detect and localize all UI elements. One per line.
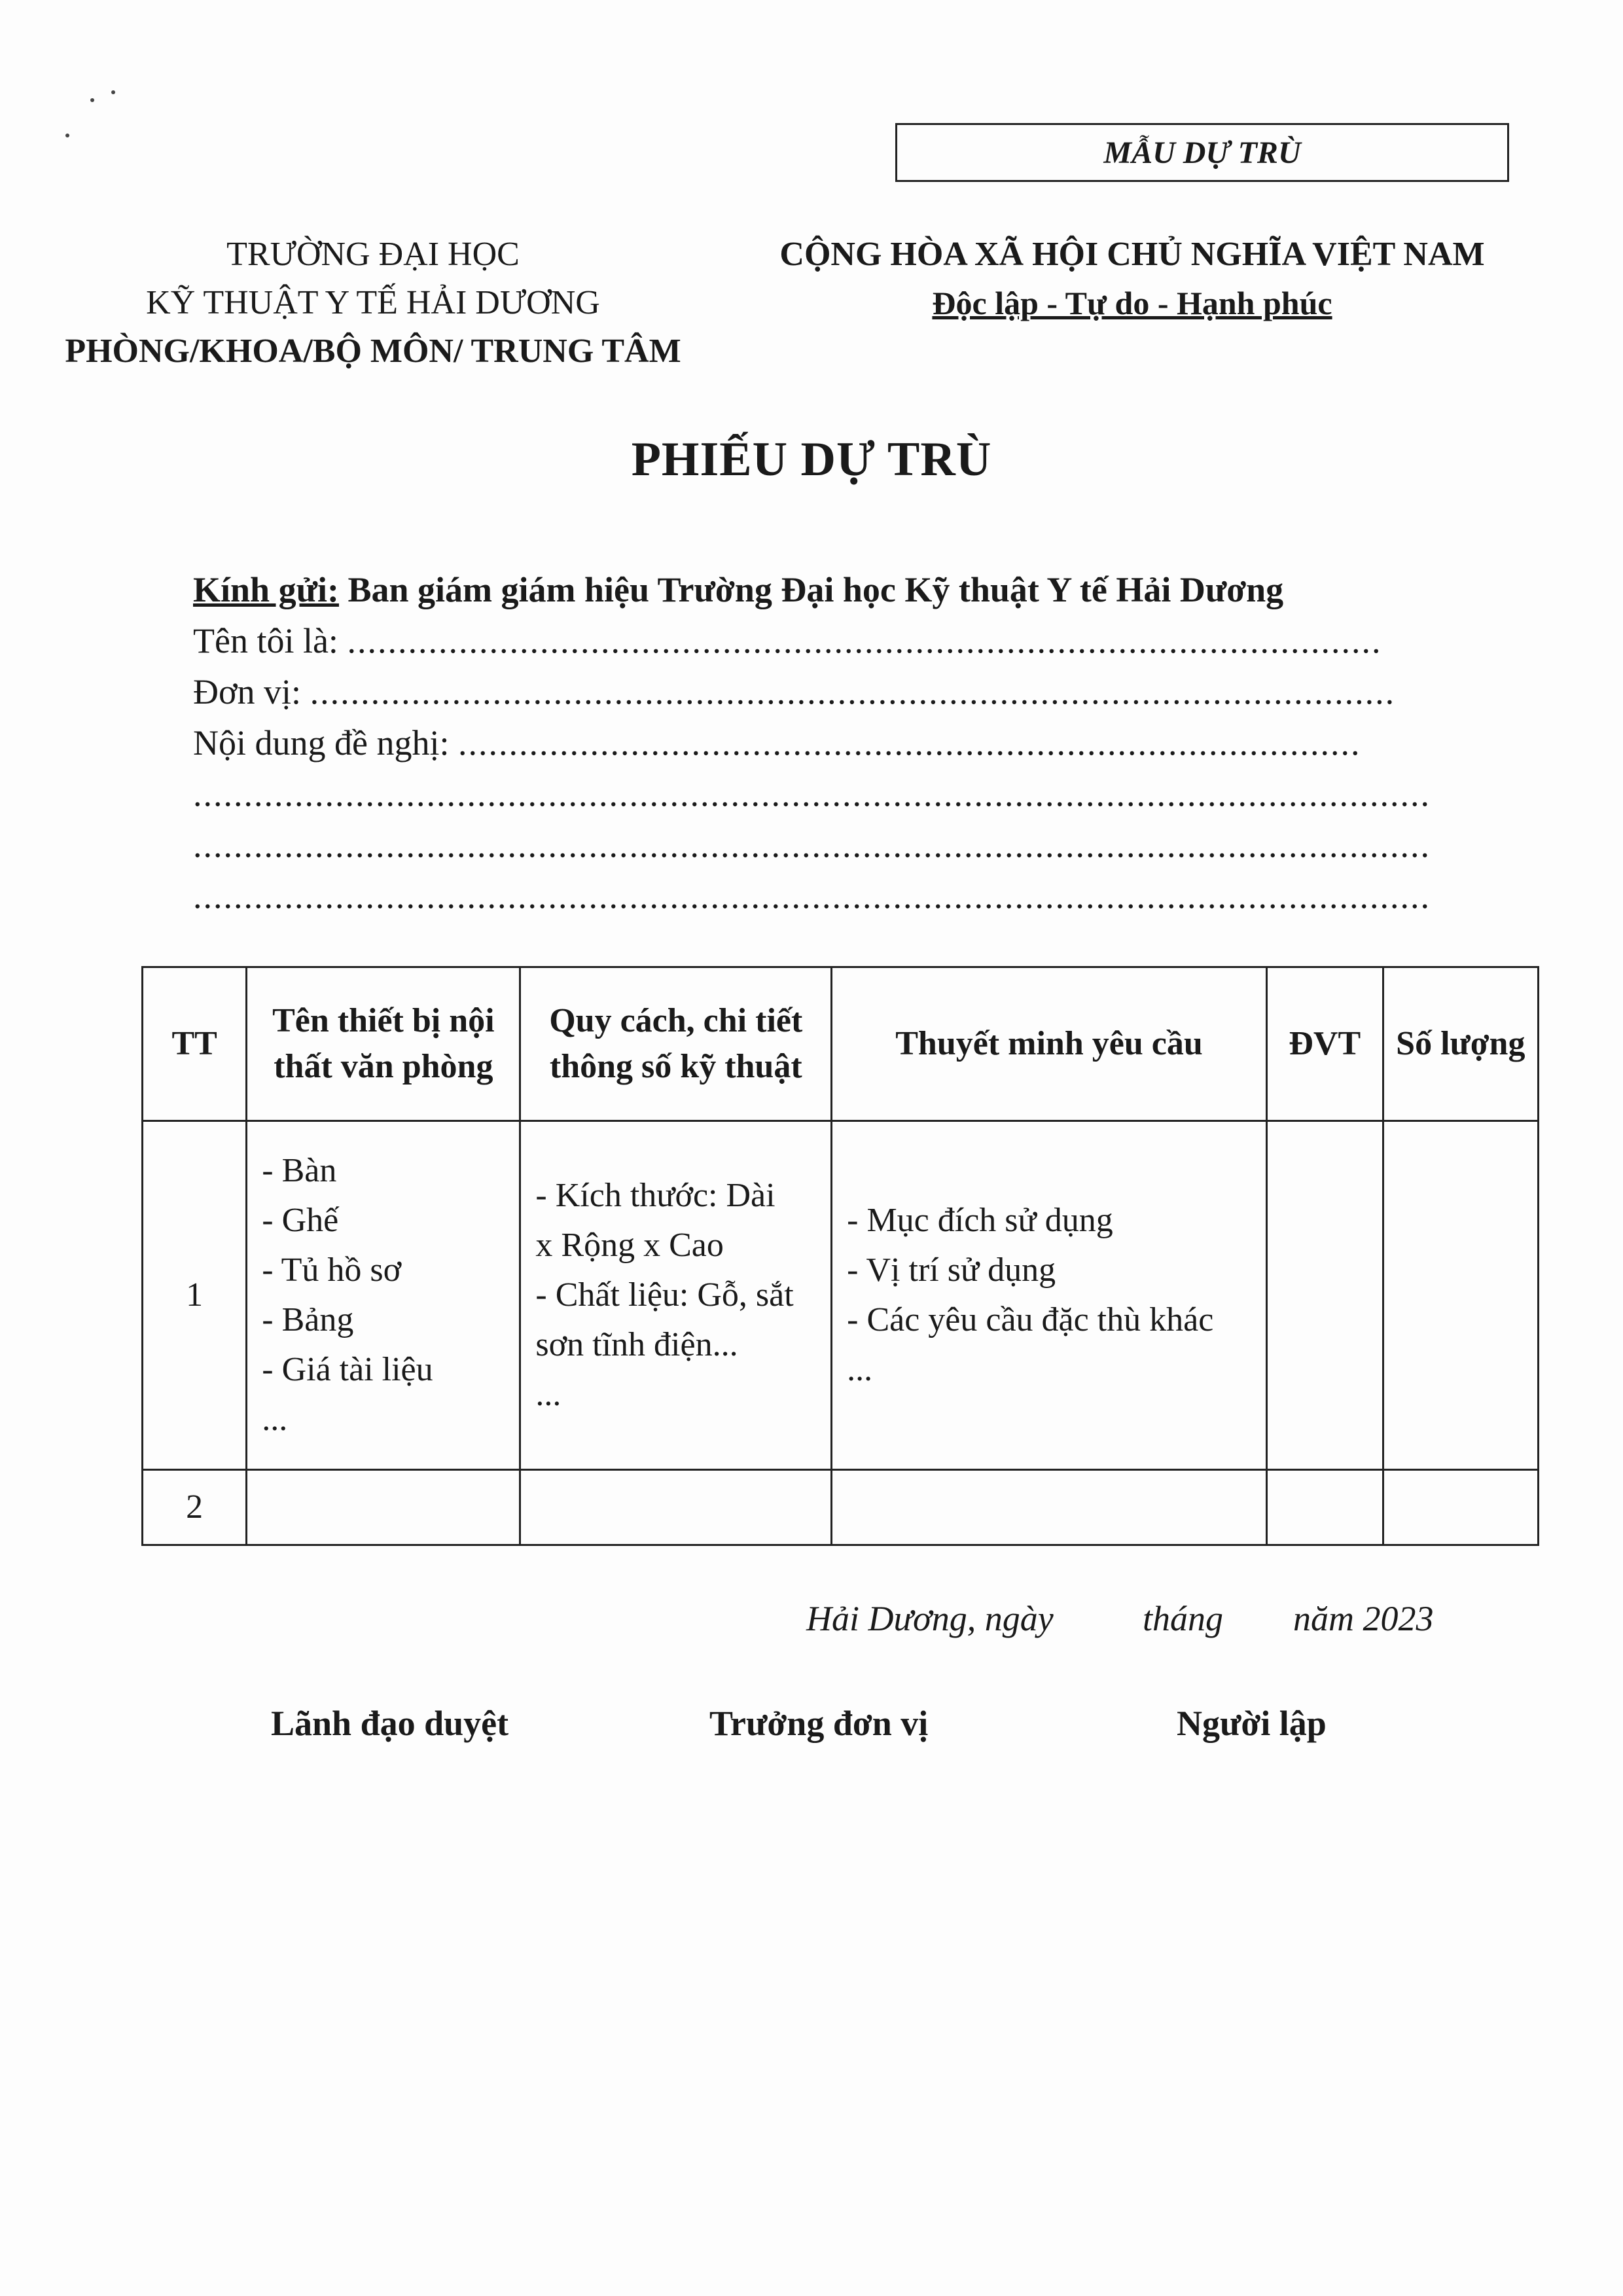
equipment-item: - Bàn xyxy=(262,1152,337,1189)
unit-cell[interactable] xyxy=(1266,1470,1383,1545)
equipment-item: - Ghế xyxy=(262,1202,339,1239)
description-item: ... xyxy=(847,1351,873,1388)
name-label: Tên tôi là: xyxy=(193,621,348,660)
date-place: Hải Dương, ngày xyxy=(806,1599,1054,1638)
description-item: - Mục đích sử dụng xyxy=(847,1202,1113,1239)
proposal-label: Nội dung đề nghị: xyxy=(193,723,458,762)
equipment-item: - Bảng xyxy=(262,1301,354,1338)
form-type-box xyxy=(895,123,1509,182)
header-quantity: Số lượng xyxy=(1383,967,1538,1121)
scan-speck xyxy=(90,98,94,102)
table-row xyxy=(143,1470,1539,1545)
header-specification: Quy cách, chi tiết thông số kỹ thuật xyxy=(520,967,832,1121)
unit-label: Đơn vị: xyxy=(193,672,310,711)
equipment-item: ... xyxy=(262,1401,288,1438)
proposal-continuation-3[interactable]: .......................................................................................................................... xyxy=(193,876,1431,916)
quantity-cell[interactable] xyxy=(1383,1121,1538,1470)
description-item: - Các yêu cầu đặc thù khác xyxy=(847,1301,1214,1338)
unit-line xyxy=(193,666,1436,717)
national-title: CỘNG HÒA XÃ HỘI CHỦ NGHĨA VIỆT NAM xyxy=(779,236,1485,273)
equipment-list xyxy=(247,1121,520,1470)
spec-item: sơn tĩnh điện... xyxy=(535,1326,738,1363)
signature-creator: Người lập xyxy=(1177,1704,1327,1743)
department-line: PHÒNG/KHOA/BỘ MÔN/ TRUNG TÂM xyxy=(65,332,681,370)
institution-line-2: KỸ THUẬT Y TẾ HẢI DƯƠNG xyxy=(146,284,600,321)
table-header-row xyxy=(143,967,1539,1121)
addressee-line xyxy=(193,564,1436,615)
quantity-cell[interactable] xyxy=(1383,1470,1538,1545)
proposal-continuation-2[interactable]: .......................................................................................................................... xyxy=(193,825,1431,865)
header-equipment-name: Tên thiết bị nội thất văn phòng xyxy=(247,967,520,1121)
scan-speck xyxy=(65,134,69,137)
equipment-item: - Tủ hồ sơ xyxy=(262,1251,402,1289)
addressee-value: Ban giám giám hiệu Trường Đại học Kỹ thuật Y tế Hải Dương xyxy=(338,570,1284,609)
national-motto: Độc lập - Tự do - Hạnh phúc xyxy=(932,285,1332,321)
header-unit: ĐVT xyxy=(1266,967,1383,1121)
institution-line-1: TRƯỜNG ĐẠI HỌC xyxy=(226,236,520,273)
name-field[interactable]: ...................................................................................................... xyxy=(347,621,1382,660)
national-header xyxy=(707,230,1558,328)
table-row xyxy=(143,1121,1539,1470)
equipment-cell[interactable] xyxy=(247,1470,520,1545)
proposal-continuation-1[interactable]: .......................................................................................................................... xyxy=(193,774,1431,814)
specification-cell[interactable] xyxy=(520,1470,832,1545)
request-body xyxy=(193,564,1436,922)
description-cell[interactable] xyxy=(832,1470,1267,1545)
name-line xyxy=(193,615,1436,666)
proposal-line xyxy=(193,717,1436,768)
unit-field[interactable]: ........................................................................................................... xyxy=(310,672,1396,711)
spec-item: x Rộng x Cao xyxy=(535,1227,724,1264)
unit-cell[interactable] xyxy=(1266,1121,1383,1470)
spec-item: ... xyxy=(535,1376,562,1413)
proposal-field[interactable]: ......................................................................................... xyxy=(457,723,1361,762)
header-tt: TT xyxy=(143,967,247,1121)
signature-unit-head: Trưởng đơn vị xyxy=(709,1704,929,1743)
signature-approver: Lãnh đạo duyệt xyxy=(271,1704,509,1743)
specification-list xyxy=(520,1121,832,1470)
spec-item: - Kích thước: Dài xyxy=(535,1177,776,1214)
row-number: 1 xyxy=(143,1121,247,1470)
request-table xyxy=(141,966,1539,1546)
institution-header xyxy=(39,230,707,376)
description-list xyxy=(832,1121,1267,1470)
document-title: PHIẾU DỰ TRÙ xyxy=(631,433,992,486)
date-year: năm 2023 xyxy=(1293,1599,1434,1638)
row-number: 2 xyxy=(143,1470,247,1545)
header-description: Thuyết minh yêu cầu xyxy=(832,967,1267,1121)
scan-speck xyxy=(111,90,115,94)
equipment-item: - Giá tài liệu xyxy=(262,1351,433,1388)
spec-item: - Chất liệu: Gỗ, sắt xyxy=(535,1276,794,1314)
date-month: tháng xyxy=(1143,1599,1224,1638)
form-type-label: MẪU DỰ TRÙ xyxy=(1103,135,1301,170)
addressee-label: Kính gửi: xyxy=(193,570,339,609)
description-item: - Vị trí sử dụng xyxy=(847,1251,1056,1289)
